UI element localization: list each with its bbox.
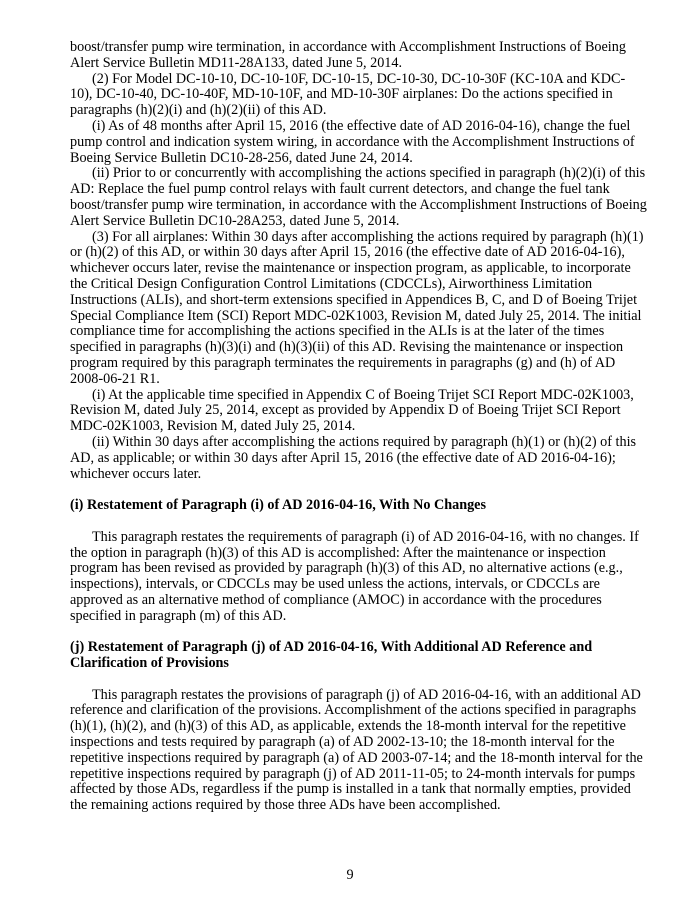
text-line: (i) At the applicable time specified in Appendix C of Boeing Trijet SCI Report MDC-02K1003,	[92, 386, 634, 403]
paragraph	[70, 166, 650, 229]
text-line: or (h)(2) of this AD, or within 30 days after April 15, 2016 (the effective date of AD 2016-04-16),	[70, 244, 625, 261]
text-line: specified in paragraphs (h)(3)(i) and (h)(3)(ii) of this AD. Revising the maintenance or inspection	[70, 339, 624, 356]
text-line: (i) As of 48 months after April 15, 2016 (the effective date of AD 2016-04-16), change the fuel	[92, 117, 631, 134]
paragraph	[70, 688, 650, 814]
text-line: reference and clarification of the provisions. Accomplishment of the actions specified in paragraphs	[70, 702, 637, 719]
text-line: Boeing Service Bulletin DC10-28-256, dated June 24, 2014.	[70, 149, 413, 166]
text-line: approved as an alternative method of compliance (AMOC) in accordance with the procedures	[70, 591, 602, 608]
text-line: Special Compliance Item (SCI) Report MDC-02K1003, Revision M, dated July 25, 2014. The initial	[70, 307, 642, 324]
text-line: Alert Service Bulletin DC10-28A253, dated June 5, 2014.	[70, 212, 400, 229]
text-line: specified in paragraph (m) of this AD.	[70, 607, 287, 624]
text-line: the option in paragraph (h)(3) of this AD is accomplished: After the maintenance or inspection	[70, 544, 606, 561]
text-line: inspections and tests required by paragraph (a) of AD 2002-13-10; the 18-month interval for the	[70, 734, 615, 751]
text-line: (i) Restatement of Paragraph (i) of AD 2016-04-16, With No Changes	[70, 497, 486, 514]
text-line: (h)(1), (h)(2), and (h)(3) of this AD, as applicable, extends the 18-month interval for the repetitive	[70, 718, 626, 735]
page-number: 9	[346, 867, 354, 883]
text-line: (ii) Within 30 days after accomplishing the actions required by paragraph (h)(1) or (h)(2) of this	[92, 433, 637, 450]
text-line: (ii) Prior to or concurrently with accomplishing the actions specified in paragraph (h)(2)(i) of this	[92, 165, 646, 182]
text-line: affected by those ADs, regardless if the pump is installed in a tank that normally empties, provided	[70, 781, 631, 798]
text-line: AD, as applicable; or within 30 days after April 15, 2016 (the effective date of AD 2016-04-16);	[70, 449, 616, 466]
text-line: Clarification of Provisions	[70, 655, 229, 672]
text-line: the remaining actions required by those three ADs have been accomplished.	[70, 797, 501, 814]
text-line: AD: Replace the fuel pump control relays with fault current detectors, and change the fuel tank	[70, 181, 610, 198]
text-line: inspections), intervals, or CDCCLs may be used unless the actions, intervals, or CDCCLs are	[70, 576, 600, 593]
text-line: This paragraph restates the requirements of paragraph (i) of AD 2016-04-16, with no changes. If	[92, 528, 639, 545]
text-line: Revision M, dated July 25, 2014, except as provided by Appendix D of Boeing Trijet SCI Report	[70, 402, 621, 419]
paragraph	[70, 119, 650, 166]
text-line: the Critical Design Configuration Control Limitations (CDCCLs), Airworthiness Limitation	[70, 275, 593, 292]
text-line: repetitive inspections required by paragraph (j) of AD 2011-11-05; to 24-month intervals for pumps	[70, 765, 636, 782]
text-line: MDC-02K1003, Revision M, dated July 25, 2014.	[70, 418, 356, 435]
text-line: 2008-06-21 R1.	[70, 370, 160, 387]
text-line: Alert Service Bulletin MD11-28A133, dated June 5, 2014.	[70, 54, 403, 71]
text-line: paragraphs (h)(2)(i) and (h)(2)(ii) of this AD.	[70, 102, 327, 119]
text-line: whichever occurs later.	[70, 465, 202, 482]
text-line: (j) Restatement of Paragraph (j) of AD 2016-04-16, With Additional AD Reference and	[70, 639, 593, 656]
text-line: 10), DC-10-40, DC-10-40F, MD-10-10F, and MD-10-30F airplanes: Do the actions specified in	[70, 86, 613, 103]
text-line: Instructions (ALIs), and short-term extensions specified in Appendices B, C, and D of Boeing Trijet	[70, 291, 638, 308]
text-line: program required by this paragraph terminates the requirements in paragraphs (g) and (h) of AD	[70, 354, 616, 371]
paragraph	[70, 72, 650, 119]
text-line: compliance time for accomplishing the actions specified in the ALIs is at the later of the times	[70, 323, 605, 340]
text-line: repetitive inspections required by paragraph (a) of AD 2003-07-14; and the 18-month interval for the	[70, 749, 643, 766]
text-line: This paragraph restates the provisions of paragraph (j) of AD 2016-04-16, with an additional AD	[92, 686, 641, 703]
paragraph	[70, 388, 650, 435]
section-heading	[70, 640, 650, 672]
page-content	[70, 40, 650, 814]
text-line: (2) For Model DC-10-10, DC-10-10F, DC-10-15, DC-10-30, DC-10-30F (KC-10A and KDC-	[92, 70, 626, 87]
text-line: boost/transfer pump wire termination, in accordance with Accomplishment Instructions of Boeing	[70, 39, 626, 55]
text-line: boost/transfer pump wire termination, in accordance with the Accomplishment Instructions of Boeing	[70, 196, 647, 213]
text-line: whichever occurs later, revise the maintenance or inspection program, as applicable, to incorporate	[70, 260, 631, 277]
paragraph	[70, 530, 650, 625]
paragraph	[70, 40, 650, 72]
text-line: program has been revised as provided by paragraph (h)(3) of this AD, no alternative actions (e.g.,	[70, 560, 623, 577]
section-heading	[70, 498, 650, 514]
text-line: (3) For all airplanes: Within 30 days after accomplishing the actions required by paragraph (h)(1)	[92, 228, 644, 245]
paragraph	[70, 230, 650, 388]
text-line: pump control and indication system wiring, in accordance with the Accomplishment Instructions of	[70, 133, 635, 150]
paragraph	[70, 435, 650, 482]
